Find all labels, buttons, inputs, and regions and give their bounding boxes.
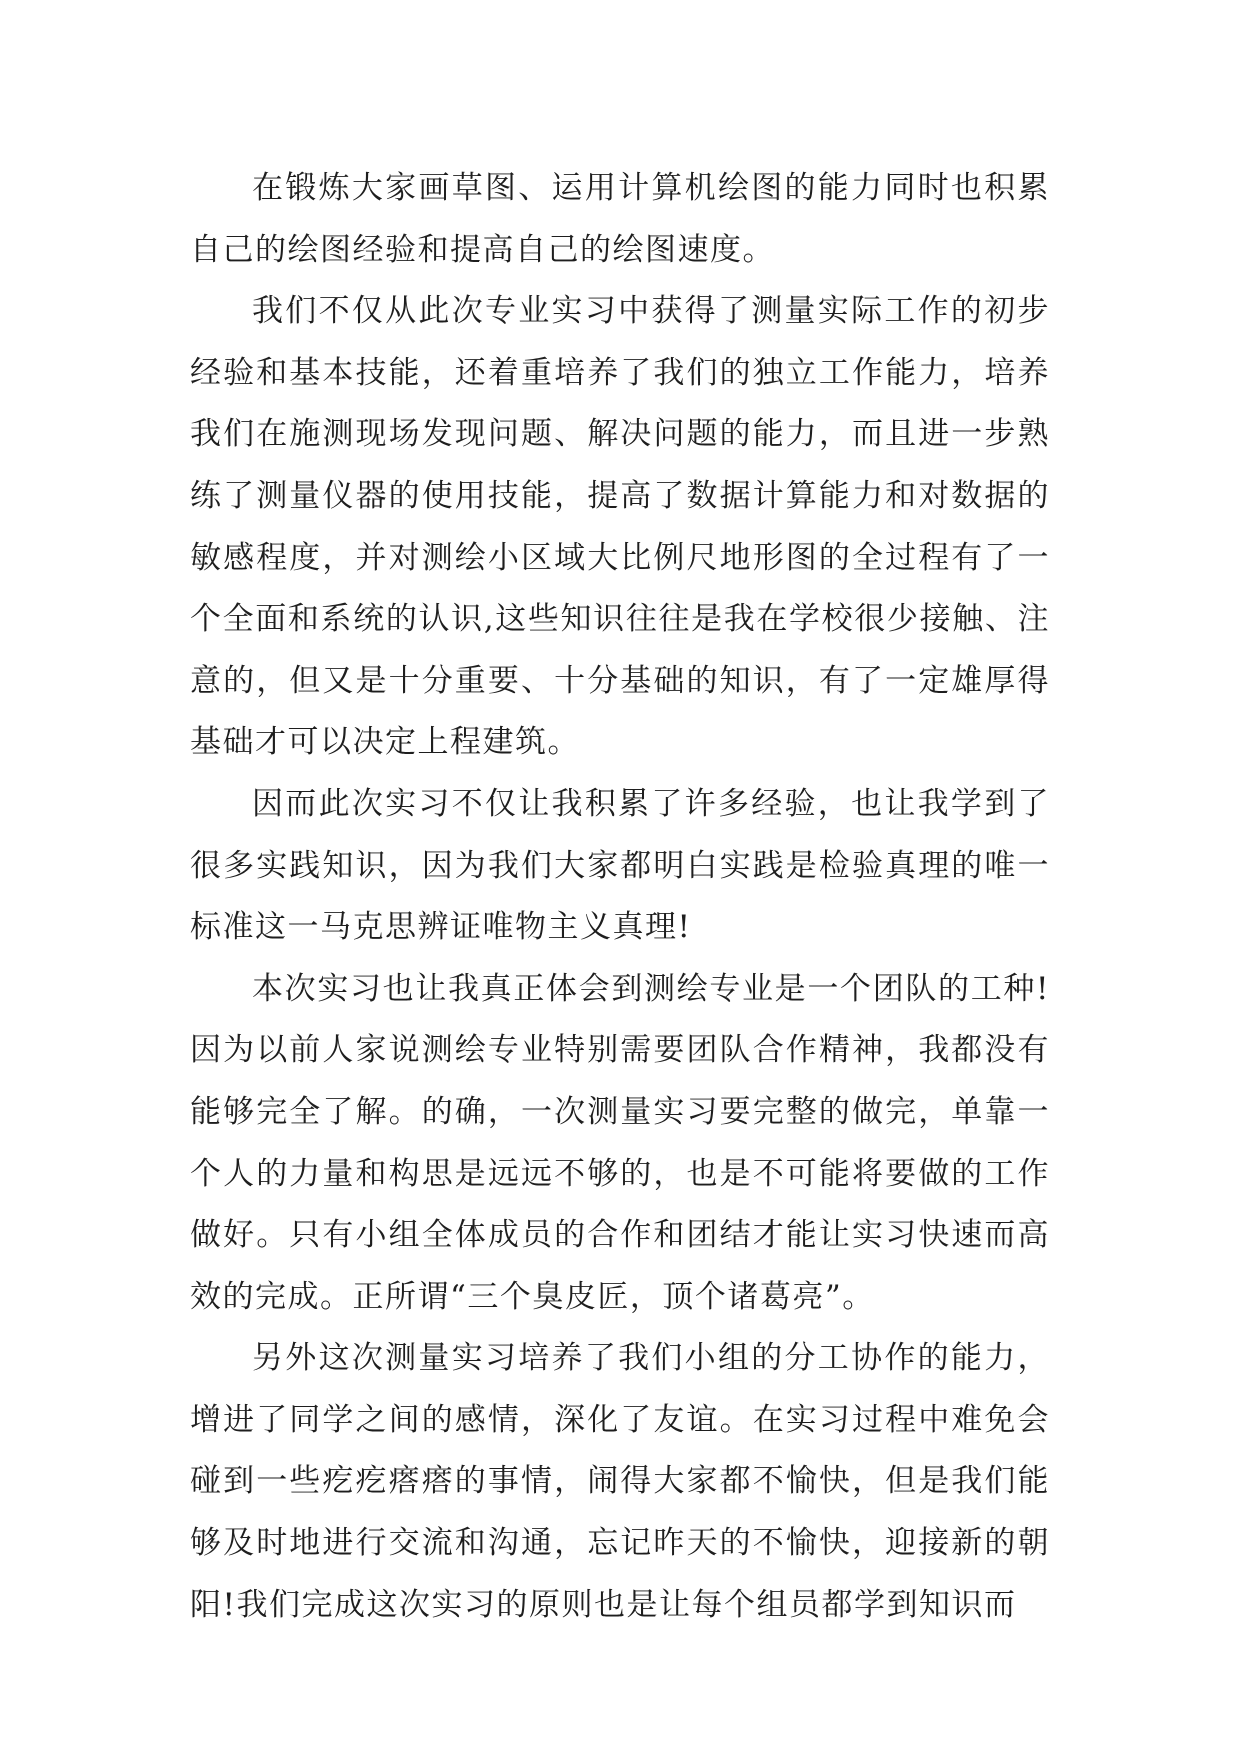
document-body	[190, 158, 1050, 1636]
paragraph-3: 因而此次实习不仅让我积累了许多经验，也让我学到了很多实践知识，因为我们大家都明白实践是检验真理的唯一标准这一马克思辨证唯物主义真理!	[190, 785, 1050, 946]
paragraph-2: 我们不仅从此次专业实习中获得了测量实际工作的初步经验和基本技能，还着重培养了我们的独立工作能力，培养我们在施测现场发现问题、解决问题的能力，而且进一步熟练了测量仪器的使用技能，提高了数据计算能力和对数据的敏感程度，并对测绘小区域大比例尺地形图的全过程有了一个全面和系统的认识,这些知识往往是我在学校很少接触、注意的，但又是十分重要、十分基础的知识，有了一定雄厚得基础才可以决定上程建筑。	[190, 293, 1050, 761]
paragraph-4: 本次实习也让我真正体会到测绘专业是一个团队的工种!因为以前人家说测绘专业特别需要团队合作精神，我都没有能够完全了解。的确，一次测量实习要完整的做完，单靠一个人的力量和构思是远远不够的，也是不可能将要做的工作做好。只有小组全体成员的合作和团结才能让实习快速而高效的完成。正所谓“三个臭皮匠，顶个诸葛亮”。	[190, 970, 1050, 1315]
paragraph-1: 在锻炼大家画草图、运用计算机绘图的能力同时也积累自己的绘图经验和提高自己的绘图速度。	[190, 170, 1050, 268]
paragraph-5: 另外这次测量实习培养了我们小组的分工协作的能力，增进了同学之间的感情，深化了友谊。在实习过程中难免会碰到一些疙疙瘩瘩的事情，闹得大家都不愉快，但是我们能够及时地进行交流和沟通，忘记昨天的不愉快，迎接新的朝阳!我们完成这次实习的原则也是让每个组员都学到知识而	[190, 1340, 1050, 1623]
